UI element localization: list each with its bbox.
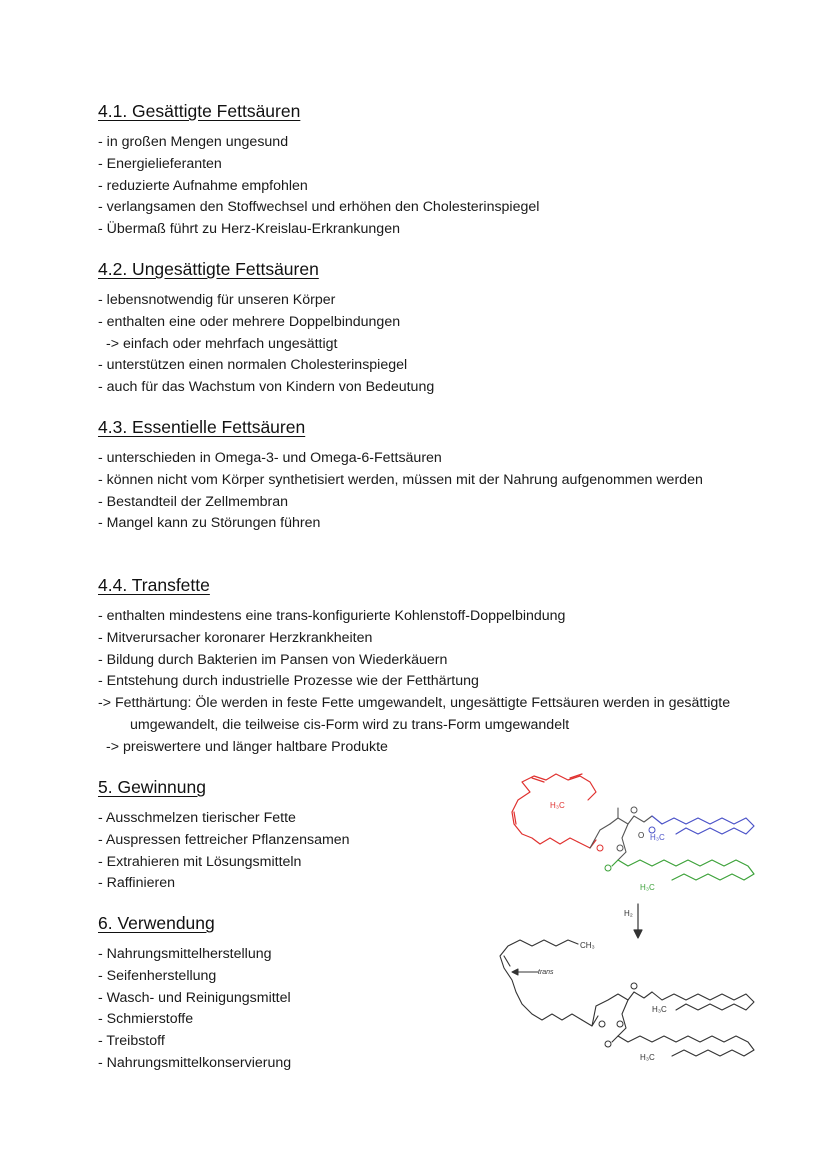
ester-oxygen-label: O xyxy=(638,831,645,840)
list-item: - Nahrungsmittelherstellung xyxy=(98,946,272,962)
section-heading: 4.1. Gesättigte Fettsäuren xyxy=(98,101,301,121)
section-saturated-fatty-acids xyxy=(98,100,738,241)
section-heading: 4.3. Essentielle Fettsäuren xyxy=(98,417,306,437)
list-item: - unterstützen einen normalen Cholesterinspiegel xyxy=(98,357,408,374)
list-item: - Ausschmelzen tierischer Fette xyxy=(98,810,296,826)
bottom-chain-3 xyxy=(618,1036,754,1056)
list-item: - in großen Mengen ungesund xyxy=(98,134,289,150)
bullet-list xyxy=(98,606,738,759)
list-item: - Bildung durch Bakterien im Pansen von Wiederkäuern xyxy=(98,651,448,668)
list-item: - lebensnotwendig für unseren Körper xyxy=(98,292,336,308)
bottom-chain-1 xyxy=(500,940,582,1020)
fat-hardening-diagram xyxy=(492,768,762,1080)
list-item: - Energielieferanten xyxy=(98,155,222,172)
list-item: - Wasch- und Reinigungsmittel xyxy=(98,989,291,1006)
bullet-list xyxy=(98,448,738,535)
reagent-label: H₂ xyxy=(624,909,633,918)
list-item: - enthalten eine oder mehrere Doppelbindungen xyxy=(98,313,401,330)
blue-fatty-acid-chain xyxy=(652,816,754,834)
green-fatty-acid-chain xyxy=(618,860,754,880)
list-item: - Seifenherstellung xyxy=(98,967,217,984)
section-trans-fats xyxy=(98,574,738,759)
list-item: - Bestandteil der Zellmembran xyxy=(98,493,289,510)
list-item: - können nicht vom Körper synthetisiert werden, müssen mit der Nahrung aufgenommen werden xyxy=(98,471,703,488)
blue-methyl-label: H₃C xyxy=(650,833,665,842)
list-item: - Extrahieren mit Lösungsmitteln xyxy=(98,853,302,870)
bottom-methyl-label-1: H₃C xyxy=(652,1005,667,1014)
list-item: -> Fetthärtung: Öle werden in feste Fette umgewandelt, ungesättigte Fettsäuren werden in gesättigte umgewandelt, die teilweise cis-Form wird zu trans-Form umgewandelt xyxy=(98,695,731,733)
section-heading: 4.2. Ungesättigte Fettsäuren xyxy=(98,259,319,279)
bottom-chain-2 xyxy=(652,992,754,1010)
list-item: - Auspressen fettreicher Pflanzensamen xyxy=(98,831,350,848)
section-heading: 5. Gewinnung xyxy=(98,777,206,797)
bullet-list xyxy=(98,132,738,241)
section-unsaturated-fatty-acids xyxy=(98,258,738,399)
list-item: -> einfach oder mehrfach ungesättigt xyxy=(106,335,338,352)
top-methyl-label: H₃C xyxy=(550,801,565,810)
list-item: - Mitverursacher koronarer Herzkrankheiten xyxy=(98,629,373,646)
green-methyl-label: H₃C xyxy=(640,883,655,892)
list-item: - enthalten mindestens eine trans-konfigurierte Kohlenstoff-Doppelbindung xyxy=(98,608,566,624)
bullet-list xyxy=(98,808,478,895)
list-item: - Übermaß führt zu Herz-Kreislau-Erkrankungen xyxy=(98,221,400,238)
glycerol-backbone xyxy=(610,816,652,824)
list-item: - verlangsamen den Stoffwechsel und erhöhen den Cholesterinspiegel xyxy=(98,199,540,216)
section-usage xyxy=(98,912,478,1075)
red-ester-oxygen xyxy=(597,845,603,851)
list-item: - Treibstoff xyxy=(98,1033,165,1050)
section-heading: 4.4. Transfette xyxy=(98,575,210,595)
bottom-methyl-label-2: H₃C xyxy=(640,1053,655,1062)
bullet-list xyxy=(98,944,478,1075)
section-heading: 6. Verwendung xyxy=(98,913,215,933)
list-item: - reduzierte Aufnahme empfohlen xyxy=(98,177,308,194)
list-item: - Nahrungsmittelkonservierung xyxy=(98,1054,292,1071)
trans-label: trans xyxy=(538,969,554,976)
list-item: - unterschieden in Omega-3- und Omega-6-Fettsäuren xyxy=(98,450,442,466)
list-item: - auch für das Wachstum von Kindern von Bedeutung xyxy=(98,379,435,396)
section-essential-fatty-acids xyxy=(98,416,738,535)
list-item: - Schmierstoffe xyxy=(98,1011,194,1028)
bullet-list xyxy=(98,290,738,399)
list-item: - Entstehung durch industrielle Prozesse wie der Fetthärtung xyxy=(98,673,479,690)
list-item: - Mangel kann zu Störungen führen xyxy=(98,515,321,532)
section-extraction xyxy=(98,776,478,895)
ch3-label: CH₃ xyxy=(580,941,595,950)
list-item: -> preiswertere und länger haltbare Produkte xyxy=(106,738,388,755)
list-item: - Raffinieren xyxy=(98,875,176,892)
